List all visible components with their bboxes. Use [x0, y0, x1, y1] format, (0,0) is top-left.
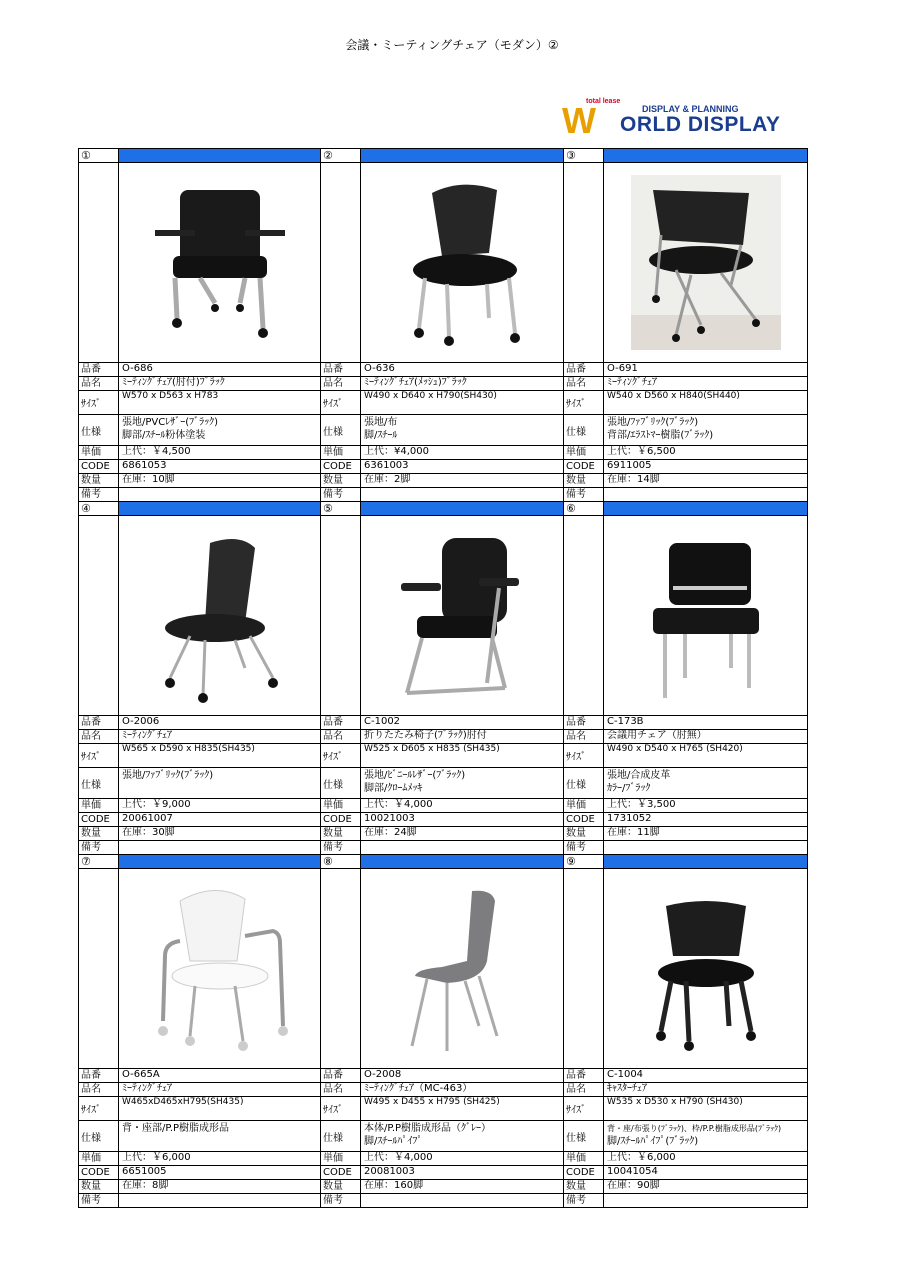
label-code2: CODE [321, 813, 361, 826]
label-size: ｻｲｽﾞ [79, 744, 119, 767]
spec-line: 脚/ｽﾁｰﾙ [364, 430, 398, 441]
nesting-chair-icon [604, 175, 807, 350]
product-code2: 1731052 [607, 813, 652, 824]
spec-line: 脚部/ｽﾁｰﾙ粉体塗装 [122, 430, 206, 441]
label-qty: 数量 [564, 1180, 604, 1193]
product-card [564, 148, 808, 502]
label-price: 単価 [564, 446, 604, 459]
label-code2: CODE [321, 460, 361, 473]
label-spec: 仕様 [564, 415, 604, 445]
label-name: 品名 [79, 1083, 119, 1096]
product-price: 上代：￥9,000 [122, 799, 191, 810]
product-row [78, 855, 808, 1208]
logo-subtitle: DISPLAY & PLANNING [642, 104, 739, 114]
label-price: 単価 [564, 1152, 604, 1165]
product-price: 上代：￥6,500 [607, 446, 676, 457]
label-price: 単価 [321, 446, 361, 459]
product-note [604, 488, 807, 501]
product-spec [604, 1121, 807, 1151]
label-name: 品名 [79, 730, 119, 743]
product-grid [78, 148, 808, 1208]
product-code: O-665A [122, 1069, 160, 1080]
spec-line: 張地/ﾌｧﾌﾞﾘｯｸ(ﾌﾞﾗｯｸ) [122, 770, 214, 781]
label-note: 備考 [321, 488, 361, 501]
product-note [361, 1194, 563, 1207]
page-title: 会議・ミーティングチェア（モダン）② [345, 38, 559, 52]
product-number: ⑧ [321, 855, 361, 868]
blue-header-bar [119, 855, 320, 868]
product-size: W570 x D563 x H783 [122, 391, 219, 401]
label-note: 備考 [564, 841, 604, 854]
product-name: ｷｬｽﾀｰﾁｪｱ [607, 1083, 647, 1094]
product-code2: 20061007 [122, 813, 173, 824]
product-size: W535 x D530 x H790 (SH430) [607, 1097, 743, 1107]
label-size: ｻｲｽﾞ [564, 744, 604, 767]
product-qty: 在庫：30脚 [122, 827, 175, 838]
product-note [119, 488, 320, 501]
spec-line: 脚/ｽﾁｰﾙﾊﾟｲﾌﾟ [364, 1136, 423, 1147]
label-price: 単価 [564, 799, 604, 812]
product-price: 上代：￥3,500 [607, 799, 676, 810]
shell-chair-casters-icon [119, 528, 320, 703]
label-code2: CODE [79, 813, 119, 826]
product-name: ﾐｰﾃｨﾝｸﾞﾁｪｱ [607, 377, 657, 388]
blue-header-bar [604, 855, 807, 868]
product-price: 上代：￥4,000 [364, 1152, 433, 1163]
label-spec: 仕様 [79, 768, 119, 798]
product-code: O-636 [364, 363, 395, 374]
product-spec [604, 768, 807, 798]
product-code: O-691 [607, 363, 638, 374]
spec-line: 脚/ｽﾁｰﾙﾊﾟｲﾌﾟ(ﾌﾞﾗｯｸ) [607, 1136, 699, 1147]
label-note: 備考 [79, 1194, 119, 1207]
label-name: 品名 [564, 377, 604, 390]
label-note: 備考 [321, 841, 361, 854]
product-qty: 在庫：14脚 [607, 474, 660, 485]
product-note [361, 841, 563, 854]
label-price: 単価 [321, 799, 361, 812]
label-size: ｻｲｽﾞ [321, 391, 361, 414]
product-card [78, 855, 321, 1208]
product-code2: 20081003 [364, 1166, 415, 1177]
label-qty: 数量 [321, 1180, 361, 1193]
product-card [78, 148, 321, 502]
blue-header-bar [361, 502, 563, 515]
blue-header-bar [361, 855, 563, 868]
product-code2: 6361003 [364, 460, 409, 471]
caster-chair-icon [604, 881, 807, 1056]
spec-line: 本体/P.P樹脂成形品（ｸﾞﾚｰ） [364, 1123, 492, 1134]
label-price: 単価 [321, 1152, 361, 1165]
label-note: 備考 [564, 488, 604, 501]
product-code2: 6651005 [122, 1166, 167, 1177]
spec-line: 張地/布 [364, 417, 398, 428]
product-number: ⑤ [321, 502, 361, 515]
product-qty: 在庫：24脚 [364, 827, 417, 838]
product-size: W525 x D605 x H835 (SH435) [364, 744, 500, 754]
product-note [119, 841, 320, 854]
label-note: 備考 [79, 488, 119, 501]
product-note [604, 841, 807, 854]
product-code: C-1004 [607, 1069, 644, 1080]
label-code: 品番 [321, 363, 361, 376]
label-spec: 仕様 [79, 1121, 119, 1151]
product-card [564, 502, 808, 855]
product-spec [361, 768, 563, 798]
label-spec: 仕様 [564, 768, 604, 798]
product-qty: 在庫：160脚 [364, 1180, 424, 1191]
mesh-chair-icon [361, 178, 563, 348]
product-card [321, 855, 564, 1208]
product-price: 上代：￥6,000 [607, 1152, 676, 1163]
label-qty: 数量 [564, 827, 604, 840]
label-qty: 数量 [79, 474, 119, 487]
label-code2: CODE [79, 460, 119, 473]
product-number: ⑨ [564, 855, 604, 868]
product-number: ③ [564, 149, 604, 162]
gray-shell-chair-icon [361, 881, 563, 1056]
label-spec: 仕様 [321, 415, 361, 445]
world-display-logo [562, 98, 812, 140]
product-note [361, 488, 563, 501]
spec-line: 張地/合成皮革 [607, 770, 671, 781]
spec-line: 張地/PVCﾚｻﾞｰ(ﾌﾞﾗｯｸ) [122, 417, 219, 428]
label-code2: CODE [564, 813, 604, 826]
product-spec [361, 1121, 563, 1151]
product-card [564, 855, 808, 1208]
product-size: W465xD465xH795(SH435) [122, 1097, 244, 1107]
product-name: ﾐｰﾃｨﾝｸﾞﾁｪｱ(肘付)ﾌﾞﾗｯｸ [122, 377, 225, 388]
label-price: 単価 [79, 446, 119, 459]
product-number: ⑦ [79, 855, 119, 868]
product-row [78, 148, 808, 502]
product-number: ④ [79, 502, 119, 515]
product-note [604, 1194, 807, 1207]
label-name: 品名 [321, 377, 361, 390]
label-size: ｻｲｽﾞ [321, 1097, 361, 1120]
label-name: 品名 [564, 1083, 604, 1096]
label-code2: CODE [564, 1166, 604, 1179]
logo-wordmark: ORLD DISPLAY [620, 113, 781, 136]
product-spec [119, 1121, 320, 1151]
meeting-chair-armrest-black-icon [119, 178, 320, 348]
label-price: 単価 [79, 1152, 119, 1165]
product-size: W565 x D590 x H835(SH435) [122, 744, 255, 754]
product-price: 上代：￥6,000 [122, 1152, 191, 1163]
label-size: ｻｲｽﾞ [564, 1097, 604, 1120]
product-spec [119, 415, 320, 445]
product-price: 上代：￥4,000 [364, 799, 433, 810]
product-name: ﾐｰﾃｨﾝｸﾞﾁｪｱ(ﾒｯｼｭ)ﾌﾞﾗｯｸ [364, 377, 467, 388]
label-qty: 数量 [564, 474, 604, 487]
spec-line: 背・座部/P.P樹脂成形品 [122, 1123, 230, 1134]
product-code2: 10021003 [364, 813, 415, 824]
logo-tagline: total lease [586, 98, 621, 105]
product-card [78, 502, 321, 855]
product-qty: 在庫：8脚 [122, 1180, 169, 1191]
product-spec [119, 768, 320, 798]
label-size: ｻｲｽﾞ [321, 744, 361, 767]
product-size: W490 x D540 x H765 (SH420) [607, 744, 743, 754]
product-name: ﾐｰﾃｨﾝｸﾞﾁｪｱ（MC-463） [364, 1083, 473, 1094]
label-note: 備考 [564, 1194, 604, 1207]
logo-w-icon: W [562, 100, 596, 141]
blue-header-bar [119, 502, 320, 515]
label-note: 備考 [79, 841, 119, 854]
product-number: ⑥ [564, 502, 604, 515]
product-code: O-2006 [122, 716, 160, 727]
label-name: 品名 [321, 1083, 361, 1096]
label-code2: CODE [564, 460, 604, 473]
product-code: C-1002 [364, 716, 401, 727]
product-code2: 10041054 [607, 1166, 658, 1177]
product-row [78, 502, 808, 855]
spec-line: 張地/ﾋﾞﾆｰﾙﾚｻﾞｰ(ﾌﾞﾗｯｸ) [364, 770, 466, 781]
label-code2: CODE [79, 1166, 119, 1179]
product-code2: 6911005 [607, 460, 652, 471]
label-qty: 数量 [321, 474, 361, 487]
label-size: ｻｲｽﾞ [564, 391, 604, 414]
label-code2: CODE [321, 1166, 361, 1179]
folding-chair-armrest-icon [361, 528, 563, 703]
spec-line: 脚部/ｸﾛｰﾑﾒｯｷ [364, 783, 423, 794]
label-code: 品番 [79, 716, 119, 729]
product-name: 会議用チェア（肘無） [607, 730, 707, 741]
label-code: 品番 [564, 363, 604, 376]
product-card [321, 148, 564, 502]
label-name: 品名 [564, 730, 604, 743]
blue-header-bar [604, 149, 807, 162]
label-qty: 数量 [79, 827, 119, 840]
label-code: 品番 [79, 363, 119, 376]
blue-header-bar [361, 149, 563, 162]
product-code: C-173B [607, 716, 644, 727]
product-size: W540 x D560 x H840(SH440) [607, 391, 740, 401]
product-code: O-2008 [364, 1069, 402, 1080]
label-code: 品番 [564, 1069, 604, 1082]
product-code: O-686 [122, 363, 153, 374]
product-qty: 在庫：10脚 [122, 474, 175, 485]
label-name: 品名 [79, 377, 119, 390]
label-code: 品番 [321, 1069, 361, 1082]
product-card [321, 502, 564, 855]
label-spec: 仕様 [321, 1121, 361, 1151]
label-size: ｻｲｽﾞ [79, 391, 119, 414]
spec-line: ｶﾗｰ/ﾌﾞﾗｯｸ [607, 783, 651, 794]
product-price: 上代：¥4,000 [364, 446, 429, 457]
spec-line: 張地/ﾌｧﾌﾞﾘｯｸ(ﾌﾞﾗｯｸ) [607, 417, 699, 428]
product-spec [604, 415, 807, 445]
blue-header-bar [119, 149, 320, 162]
label-spec: 仕様 [79, 415, 119, 445]
product-qty: 在庫：11脚 [607, 827, 660, 838]
label-qty: 数量 [79, 1180, 119, 1193]
label-price: 単価 [79, 799, 119, 812]
label-size: ｻｲｽﾞ [79, 1097, 119, 1120]
label-name: 品名 [321, 730, 361, 743]
spec-line: 背・座/布張り(ﾌﾞﾗｯｸ)、枠/P.P.樹脂成形品(ﾌﾞﾗｯｸ) [607, 1124, 782, 1133]
product-qty: 在庫：2脚 [364, 474, 411, 485]
spec-line: 背部/ｴﾗｽﾄﾏｰ樹脂(ﾌﾞﾗｯｸ) [607, 430, 714, 441]
product-name: 折りたたみ椅子(ﾌﾞﾗｯｸ)肘付 [364, 730, 487, 741]
product-qty: 在庫：90脚 [607, 1180, 660, 1191]
label-code: 品番 [321, 716, 361, 729]
product-number: ② [321, 149, 361, 162]
product-code2: 6861053 [122, 460, 167, 471]
product-size: W495 x D455 x H795 (SH425) [364, 1097, 500, 1107]
blue-header-bar [604, 502, 807, 515]
label-qty: 数量 [321, 827, 361, 840]
product-size: W490 x D640 x H790(SH430) [364, 391, 497, 401]
product-spec [361, 415, 563, 445]
label-spec: 仕様 [321, 768, 361, 798]
product-note [119, 1194, 320, 1207]
label-spec: 仕様 [564, 1121, 604, 1151]
product-price: 上代：￥4,500 [122, 446, 191, 457]
label-code: 品番 [79, 1069, 119, 1082]
white-armchair-icon [119, 881, 320, 1056]
label-note: 備考 [321, 1194, 361, 1207]
product-name: ﾐｰﾃｨﾝｸﾞﾁｪｱ [122, 1083, 172, 1094]
label-code: 品番 [564, 716, 604, 729]
conference-chair-no-arms-icon [604, 528, 807, 703]
product-number: ① [79, 149, 119, 162]
product-name: ﾐｰﾃｨﾝｸﾞﾁｪｱ [122, 730, 172, 741]
